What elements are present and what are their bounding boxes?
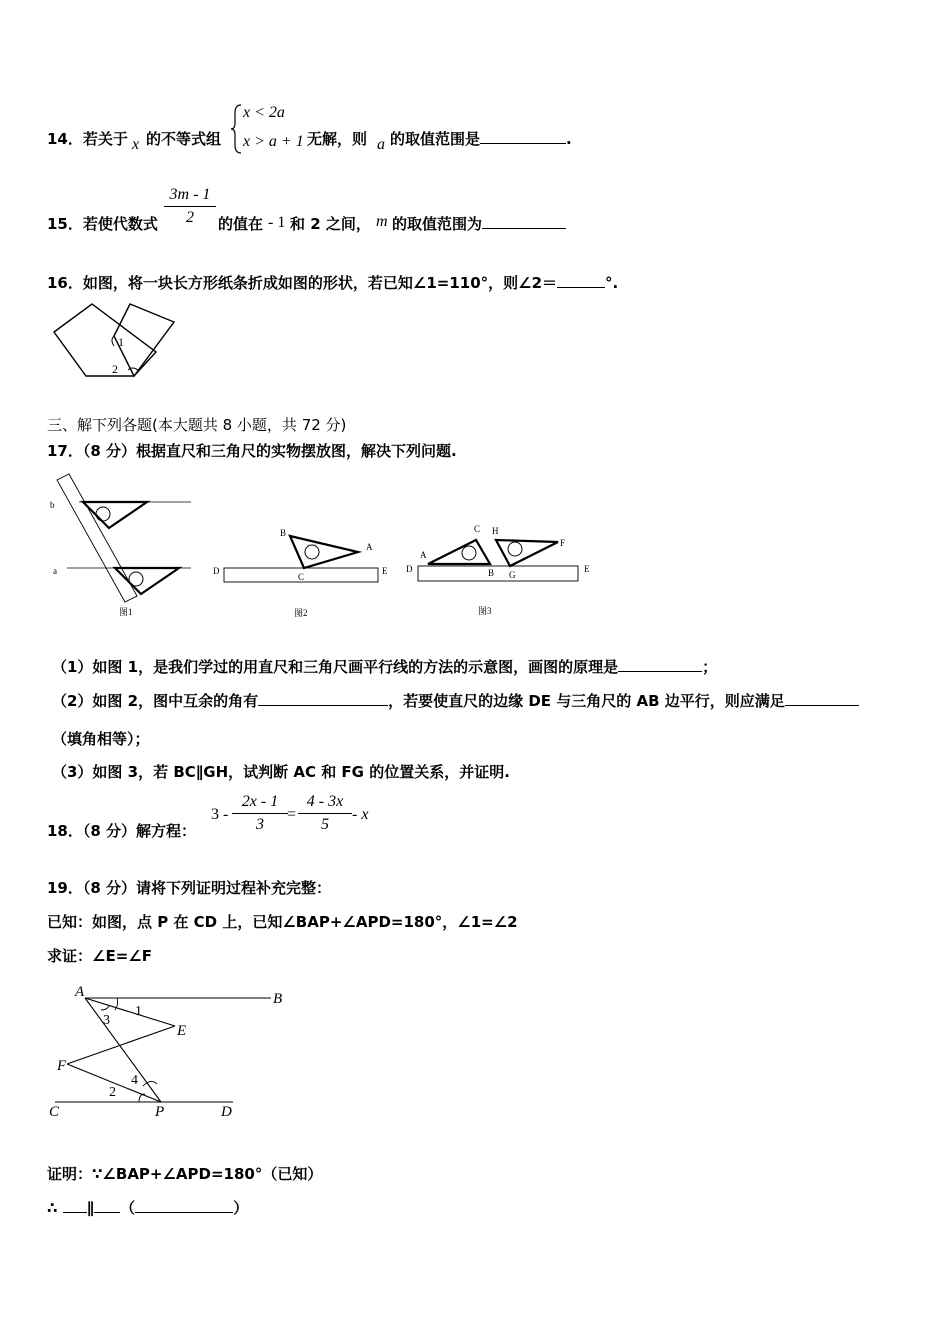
- q14-number: 14．: [47, 130, 83, 148]
- q17-intro: 17．（8 分）根据直尺和三角尺的实物摆放图，解决下列问题.: [47, 442, 457, 460]
- q17-part-1-end: ；: [702, 658, 718, 676]
- q15-text-2: 的值在: [218, 215, 264, 233]
- fig3-label-A: A: [420, 550, 427, 560]
- q14-text-3: 无解，则: [307, 130, 368, 148]
- q14-line: [47, 128, 128, 149]
- q18-fraction-2: [298, 793, 352, 834]
- q18-fraction-1-bar: [232, 813, 288, 814]
- q19-known: 已知：如图，点 P 在 CD 上，已知∠BAP+∠APD=180°，∠1=∠2: [47, 913, 518, 931]
- q19-proof-line-2: [47, 1197, 248, 1218]
- q19-therefore: ∴: [47, 1199, 58, 1217]
- q18-label: 18．（8 分）解方程：: [47, 822, 197, 840]
- q19-label-4: 4: [131, 1073, 138, 1088]
- q15-numerator: 3m - 1: [169, 186, 211, 203]
- q19-paren-open: （: [120, 1199, 136, 1217]
- fig1-caption: 图1: [119, 607, 133, 617]
- q19-label-B: B: [273, 991, 283, 1007]
- fig1-label-a: a: [53, 566, 57, 576]
- fig2-label-B: B: [280, 528, 287, 538]
- q19-prove: 求证：∠E=∠F: [47, 947, 152, 965]
- q17-part-1: [52, 656, 717, 677]
- q17-part-2-blank-2[interactable]: [785, 704, 859, 706]
- q19-figure: [45, 980, 305, 1122]
- q14-inequality-1: x < 2a: [243, 104, 285, 121]
- q14-text-2: 的不等式组: [146, 130, 222, 148]
- q18-fraction-2-numerator: 4 - 3x: [306, 793, 344, 810]
- q19-blank-2[interactable]: [94, 1211, 120, 1213]
- q15-text-4: 的取值范围为: [392, 215, 483, 233]
- q17-figure-3: [400, 518, 600, 618]
- fig2-caption: 图2: [294, 608, 308, 618]
- q15-tail: [392, 213, 566, 234]
- q19-label-2: 2: [109, 1085, 116, 1100]
- q14-text-1: 若关于: [82, 130, 128, 148]
- q15-var-m: m: [376, 213, 388, 230]
- fig3-label-B: B: [488, 568, 495, 578]
- q17-part-2-text-a: （2）如图 2，图中互余的角有: [52, 692, 259, 710]
- q17-part-2: [52, 690, 859, 711]
- q16-text: 16．如图，将一块长方形纸条折成如图的形状，若已知∠1=110°，则∠2＝: [47, 274, 558, 292]
- q14-var-x: x: [132, 136, 140, 153]
- q19-label-P: P: [155, 1104, 165, 1120]
- q18-fraction-1-denominator: 3: [256, 816, 264, 833]
- fig3-label-C: C: [474, 524, 481, 534]
- q14-tail: [390, 128, 572, 149]
- q19-proof-line-1: 证明：∵∠BAP+∠APD=180°（已知）: [47, 1165, 323, 1183]
- q16-end: °.: [605, 274, 619, 292]
- q18-fraction-1-numerator: 2x - 1: [241, 793, 279, 810]
- q19-parallel: ∥: [86, 1199, 95, 1217]
- q17-part-2-blank-1[interactable]: [258, 704, 388, 706]
- q19-blank-1[interactable]: [63, 1211, 87, 1213]
- q14-end: .: [566, 130, 572, 148]
- q19-label-D: D: [221, 1104, 232, 1120]
- q18-fraction-1: [232, 793, 288, 834]
- fig3-caption: 图3: [478, 606, 492, 616]
- q14-inequality-2: x > a + 1: [243, 133, 304, 150]
- q15-fraction-bar: [164, 206, 216, 207]
- q17-part-2-tail: （填角相等）；: [52, 730, 150, 748]
- q16-label-2: 2: [112, 362, 118, 376]
- q15-text-1: 若使代数式: [82, 215, 158, 233]
- q16-label-1: 1: [118, 335, 124, 349]
- q14-text-4: 的取值范围是: [390, 130, 481, 148]
- q18-tail: - x: [352, 806, 369, 823]
- fig1-label-b: b: [50, 500, 55, 510]
- q19-label-1: 1: [135, 1004, 142, 1019]
- q17-part-2-text-b: ，若要使直尺的边缘 DE 与三角尺的 AB 边平行，则应满足: [388, 692, 785, 710]
- q19-label-E: E: [177, 1023, 187, 1039]
- q18-fraction-2-bar: [298, 813, 352, 814]
- q15-line: [47, 213, 158, 234]
- fig2-label-A: A: [366, 542, 373, 552]
- fig2-label-C: C: [298, 572, 305, 582]
- fig3-label-F: F: [560, 538, 566, 548]
- q15-text-3: 和 2 之间，: [290, 215, 371, 233]
- q16-line: [47, 272, 618, 293]
- q19-intro: 19．（8 分）请将下列证明过程补充完整：: [47, 879, 332, 897]
- q17-figure-1: [45, 470, 195, 622]
- q19-label-F: F: [57, 1058, 67, 1074]
- q17-part-1-blank[interactable]: [618, 670, 702, 672]
- q19-paren-close: ）: [233, 1199, 249, 1217]
- q15-denominator: 2: [186, 209, 194, 226]
- q17-part-3: （3）如图 3，若 BC∥GH，试判断 AC 和 FG 的位置关系，并证明.: [52, 763, 510, 781]
- q15-number: 15．: [47, 215, 83, 233]
- q19-label-3: 3: [103, 1013, 110, 1028]
- q15-answer-blank[interactable]: [482, 227, 566, 229]
- q16-answer-blank[interactable]: [557, 286, 605, 288]
- fig3-label-D: D: [406, 564, 413, 574]
- fig3-label-H: H: [492, 526, 499, 536]
- fig2-label-E: E: [382, 566, 388, 576]
- q17-part-1-text: （1）如图 1，是我们学过的用直尺和三角尺画平行线的方法的示意图，画图的原理是: [52, 658, 619, 676]
- q14-answer-blank[interactable]: [480, 142, 566, 144]
- q16-figure: [50, 300, 180, 382]
- q14-var-a: a: [377, 136, 385, 153]
- q19-label-A: A: [75, 984, 85, 1000]
- q18-fraction-2-denominator: 5: [321, 816, 329, 833]
- q15-fraction: [164, 186, 216, 227]
- q17-figure-2: [208, 524, 398, 620]
- q18-equals: =: [287, 806, 297, 823]
- fig3-label-G: G: [509, 570, 516, 580]
- fig3-label-E: E: [584, 564, 590, 574]
- q19-reason-blank[interactable]: [135, 1211, 233, 1213]
- section-3-title: 三、解下列各题(本大题共 8 小题，共 72 分): [47, 416, 347, 434]
- q18-lhs-three: 3 -: [211, 806, 229, 823]
- fig2-label-D: D: [213, 566, 220, 576]
- q14-brace: [230, 103, 244, 155]
- q19-label-C: C: [49, 1104, 60, 1120]
- q15-neg-one: - 1: [268, 214, 286, 231]
